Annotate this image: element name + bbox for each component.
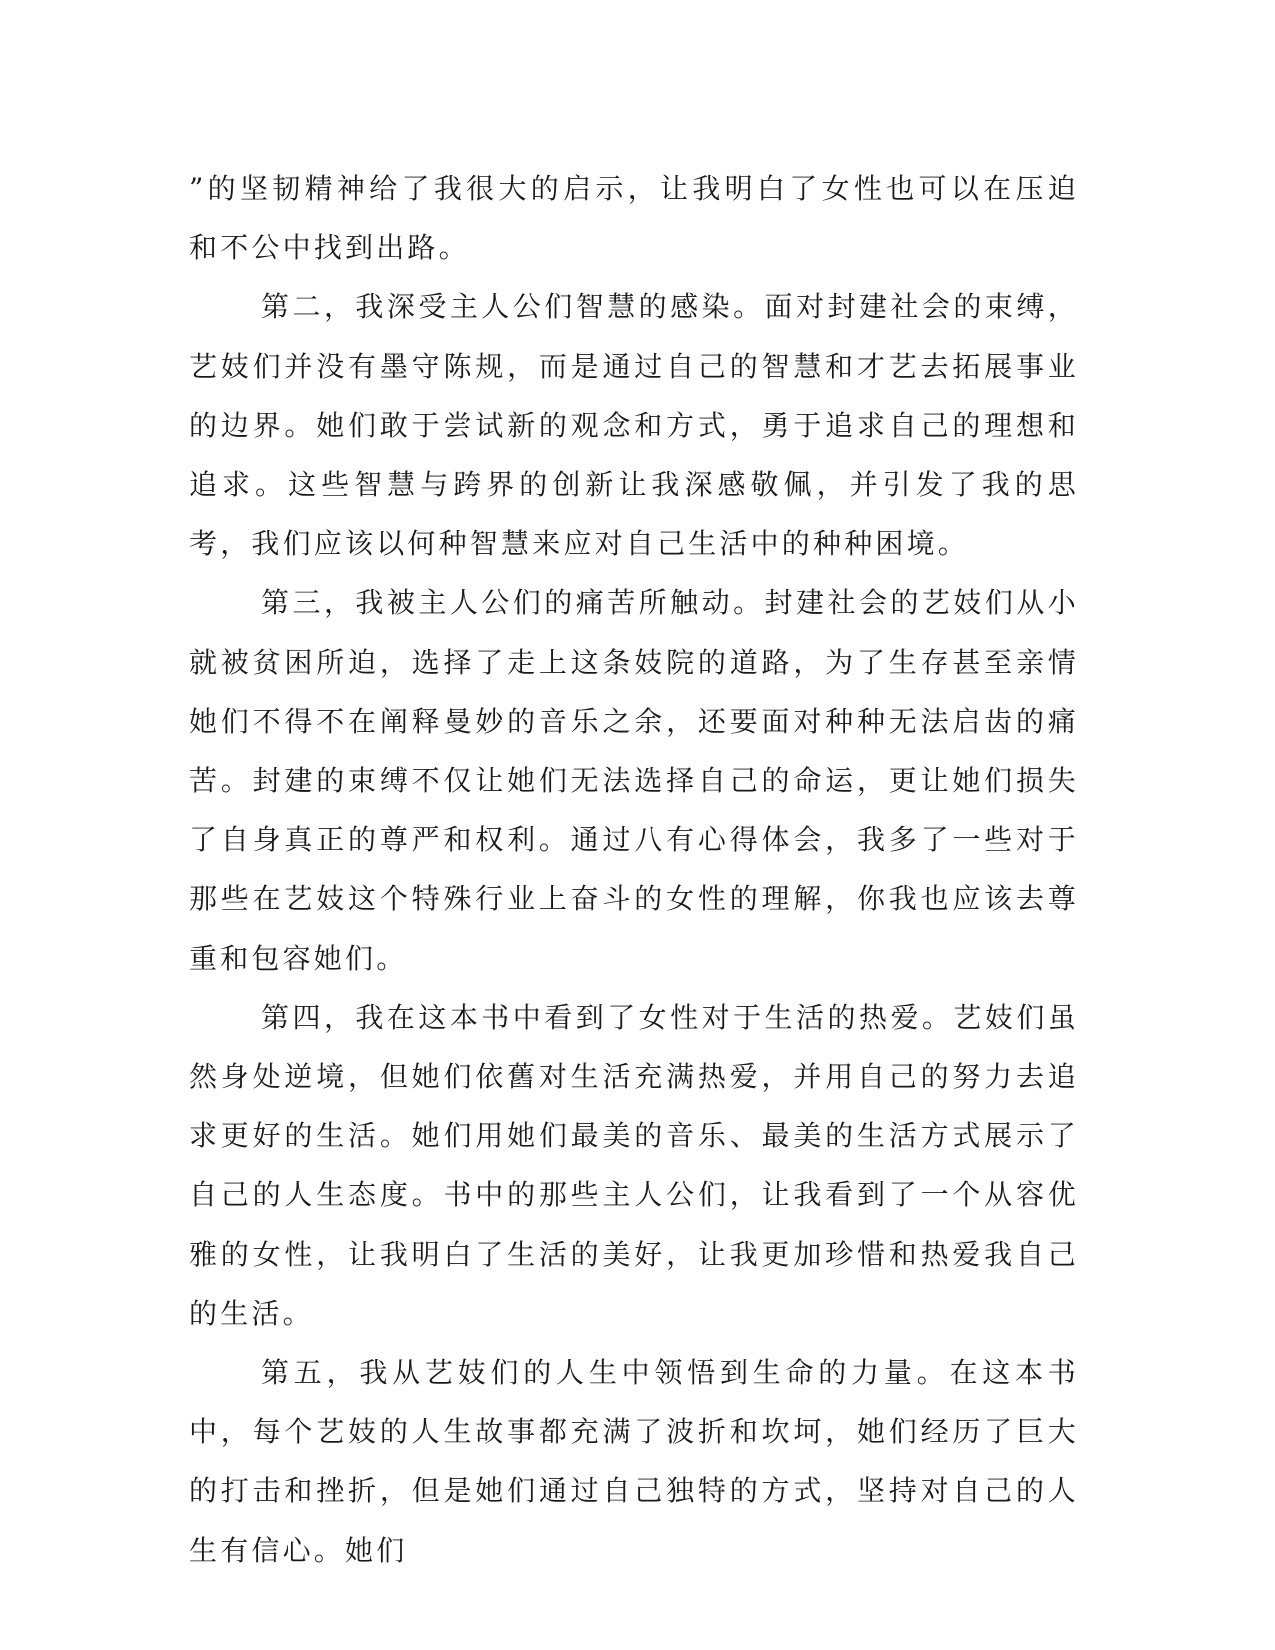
paragraph-second-point: 第二，我深受主人公们智慧的感染。面对封建社会的束缚，艺妓们并没有墨守陈规，而是通过自己的智慧和才艺去拓展事业的边界。她们敢于尝试新的观念和方式，勇于追求自己的理想和追求。这些智慧与跨界的创新让我深感敬佩，并引发了我的思考，我们应该以何种智慧来应对自己生活中的种种困境。 (189, 290, 1079, 561)
paragraph-third-point: 第三，我被主人公们的痛苦所触动。封建社会的艺妓们从小就被贫困所迫，选择了走上这条妓院的道路，为了生存甚至亲情她们不得不在阐释曼妙的音乐之余，还要面对种种无法启齿的痛苦。封建的束缚不仅让她们无法选择自己的命运，更让她们损失了自身真正的尊严和权利。通过八有心得体会，我多了一些对于那些在艺妓这个特殊行业上奋斗的女性的理解，你我也应该去尊重和包容她们。 (189, 586, 1079, 975)
paragraph-continuation: ”的坚韧精神给了我很大的启示，让我明白了女性也可以在压迫和不公中找到出路。 (189, 172, 1079, 265)
paragraph-fifth-point: 第五，我从艺妓们的人生中领悟到生命的力量。在这本书中，每个艺妓的人生故事都充满了波折和坎坷，她们经历了巨大的打击和挫折，但是她们通过自己独特的方式，坚持对自己的人生有信心。她们 (189, 1356, 1079, 1567)
paragraph-fourth-point: 第四，我在这本书中看到了女性对于生活的热爱。艺妓们虽然身处逆境，但她们依舊对生活充满热爱，并用自己的努力去追求更好的生活。她们用她们最美的音乐、最美的生活方式展示了自己的人生态度。书中的那些主人公们，让我看到了一个从容优雅的女性，让我明白了生活的美好，让我更加珍惜和热爱我自己的生活。 (189, 1000, 1079, 1330)
body-text (189, 159, 1079, 1580)
